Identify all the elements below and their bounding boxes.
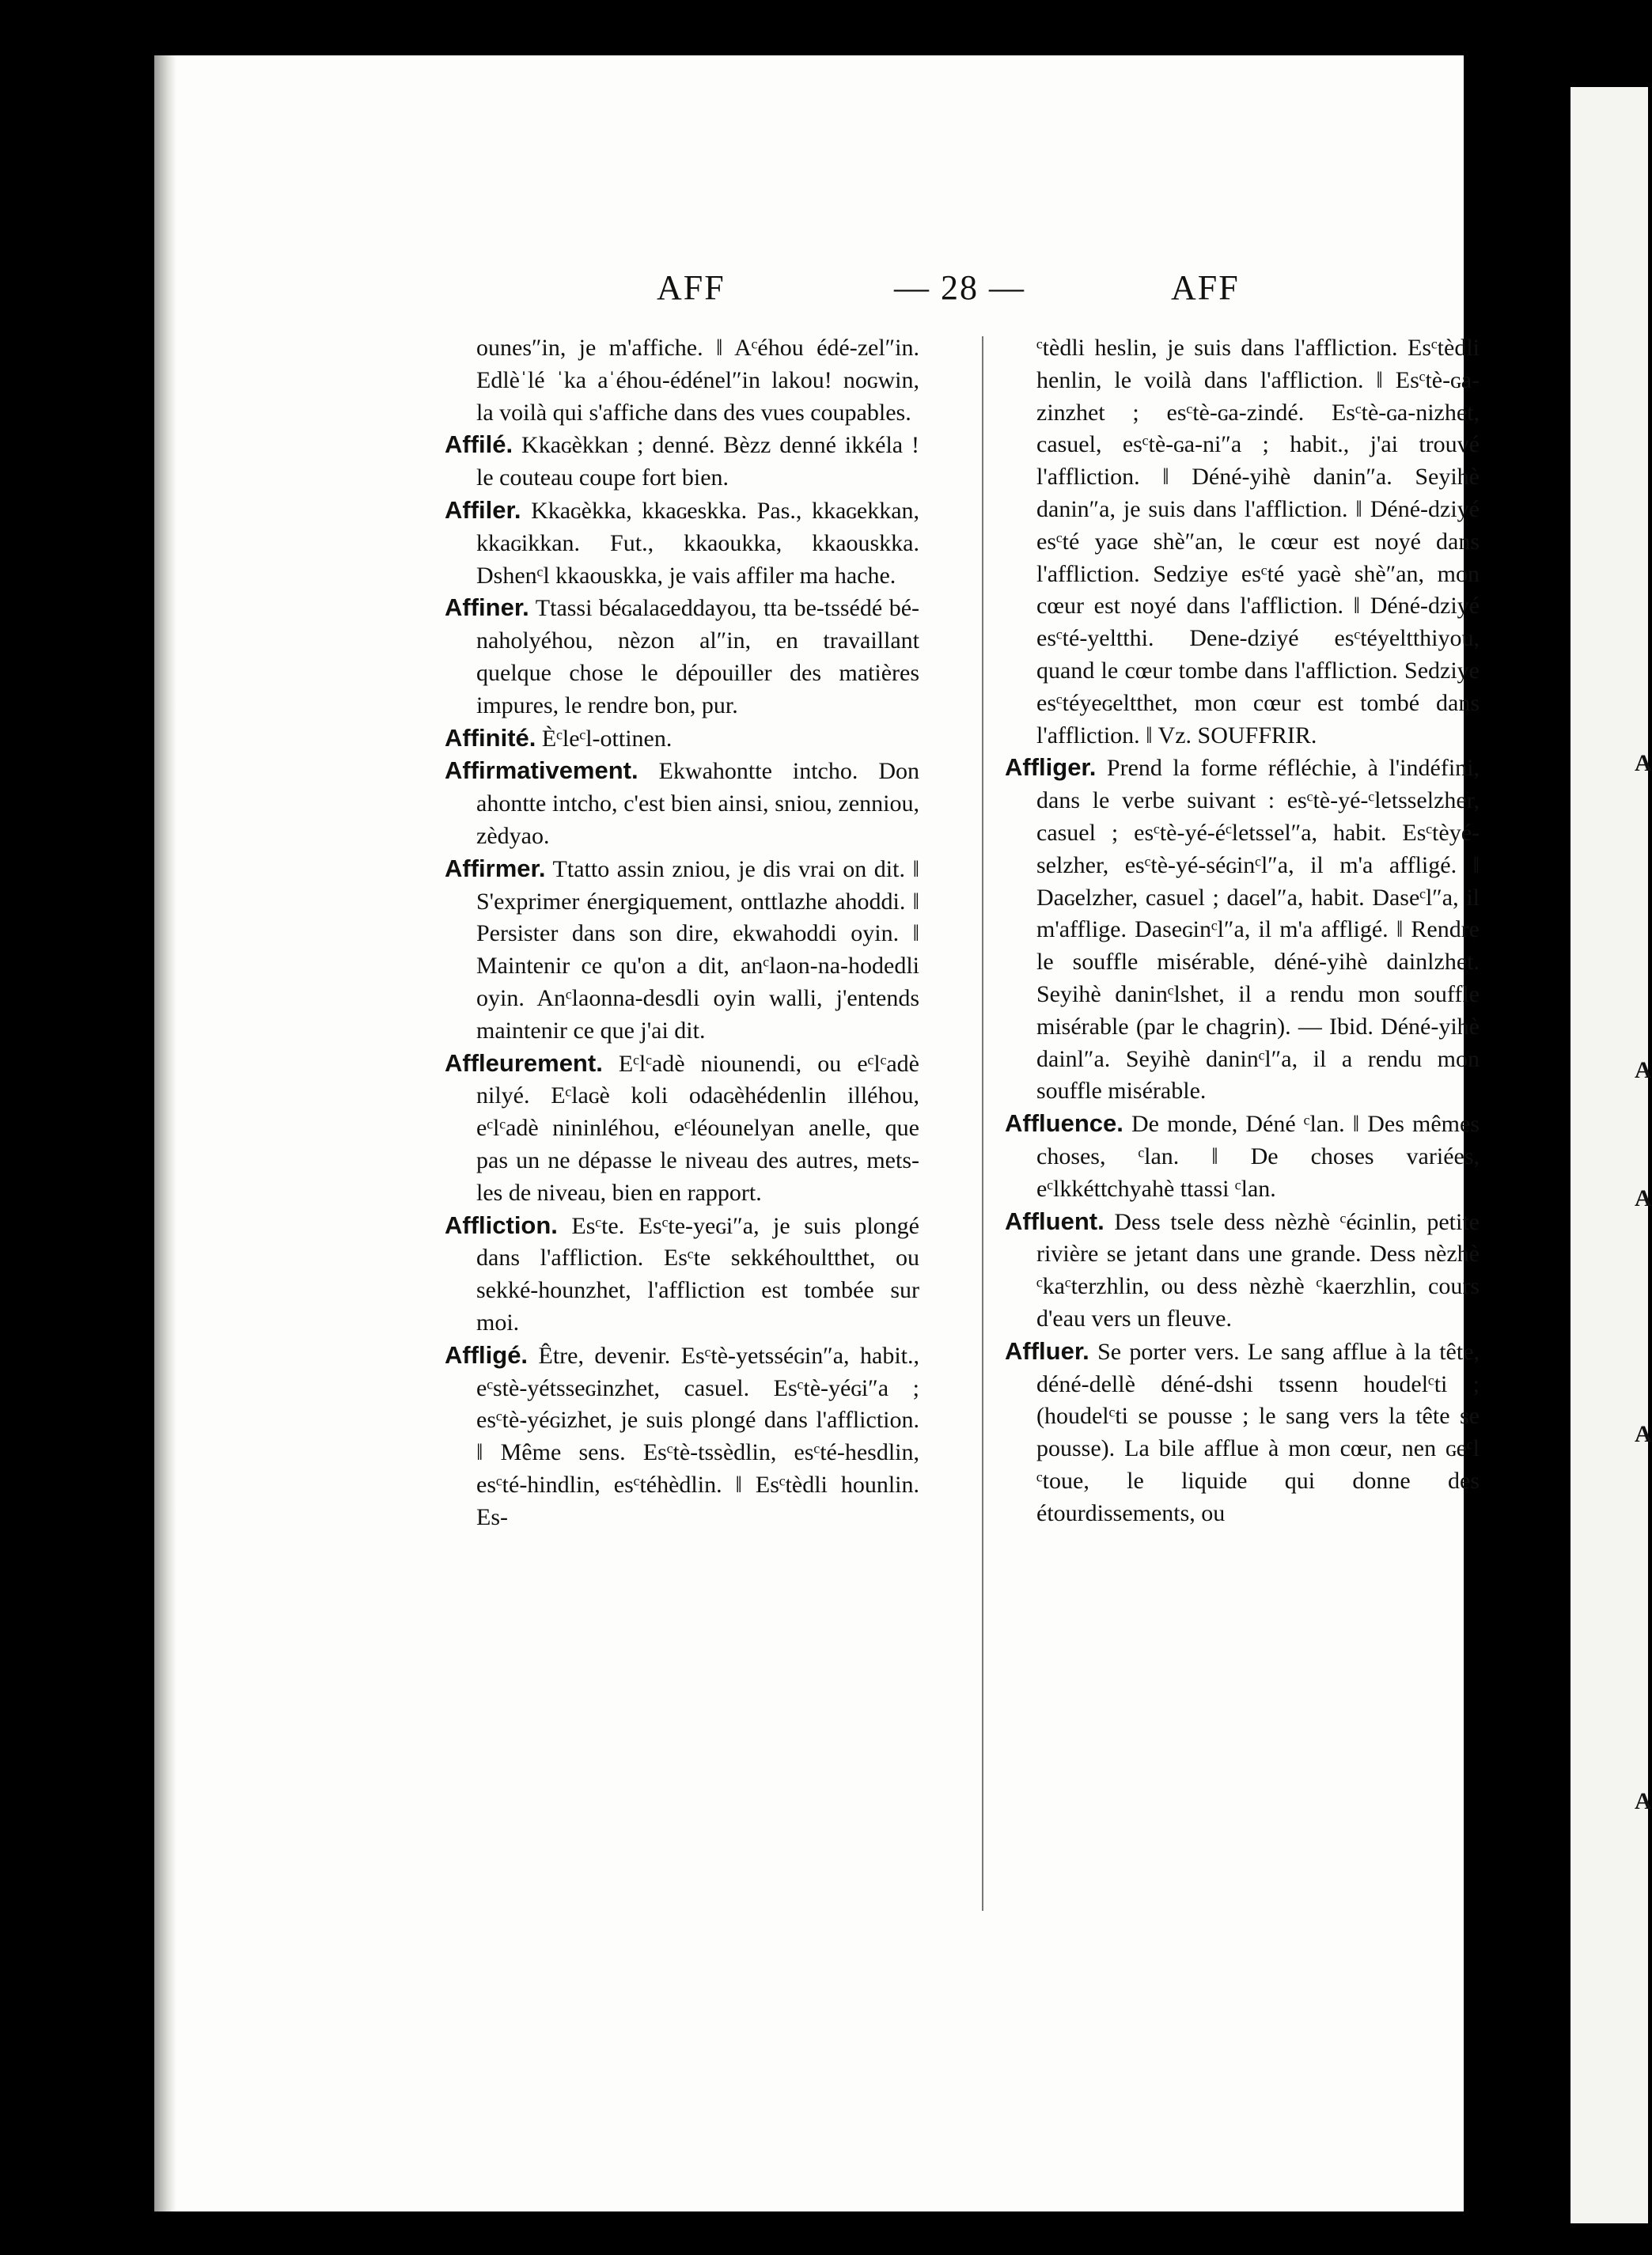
page-number: — 28 — bbox=[894, 268, 1025, 307]
entry-headword: Affinité. bbox=[445, 723, 536, 752]
entry-text: Se porter vers. Le sang afflue à la tête, déné-dellè déné-dshi tssenn houdelᶜti ; (houdelᶜti se pousse ; le sang vers la tête se pousse). La bile afflue à mon cœur, nen ɢeᶜl ᶜtoue, le liquide qui donne des étourdissements, ou bbox=[1036, 1338, 1480, 1526]
entry-headword: Affluence. bbox=[1005, 1109, 1123, 1138]
entry-headword: Affilé. bbox=[445, 430, 513, 459]
header-left-guide-word: AFF bbox=[657, 268, 726, 307]
right-column bbox=[1005, 332, 1480, 1529]
dictionary-entry bbox=[445, 755, 919, 852]
entry-headword: Affiner. bbox=[445, 593, 529, 622]
dictionary-entry bbox=[445, 1340, 919, 1534]
entry-headword: Affliction. bbox=[445, 1211, 558, 1239]
entry-headword: Affiler. bbox=[445, 495, 521, 524]
dictionary-entry bbox=[445, 1210, 919, 1340]
entry-headword: Affligé. bbox=[445, 1340, 529, 1369]
adjacent-page-mark: A bbox=[1635, 1185, 1652, 1211]
dictionary-entry bbox=[445, 495, 919, 592]
dictionary-entry bbox=[445, 722, 919, 756]
dictionary-entry bbox=[445, 853, 919, 1048]
entry-text: Prend la forme réfléchie, à l'indéfini, dans le verbe suivant : esᶜtè-yé-ᶜletsselzher, casuel ; esᶜtè-yé-éᶜletssel″a, habit. Esᶜtèyé-selzher, esᶜtè-yé-séɢinᶜl″a, il m'a affligé. ‖ Daɢelzher, casuel ; daɢel″a, habit. Daseᶜl″a, il m'afflige. Daseɢinᶜl″a, il m'a affligé. ‖ Rendre le souffle misérable, déné-yihè dainlzhet. Seyihè daninᶜlshet, il a rendu mon souffle misérable (par le chagrin). — Ibid. Déné-yihè dainl″a. Seyihè daninᶜl″a, il a rendu mon souffle misérable. bbox=[1036, 755, 1480, 1105]
entry-text: Èᶜleᶜl-ottinen. bbox=[541, 725, 673, 752]
dictionary-entry bbox=[445, 429, 919, 495]
adjacent-page-mark: A bbox=[1635, 750, 1652, 776]
entry-text: Être, devenir. Esᶜtè-yetsséɢin″a, habit., eᶜstè-yétsseɢinzhet, casuel. Esᶜtè-yéɢi″a ; esᶜtè-yéɢizhet, je suis plongé dans l'affliction. ‖ Même sens. Esᶜtè-tssèdlin, esᶜté-hesdlin, esᶜté-hindlin, esᶜtéhèdlin. ‖ Esᶜtèdli hounlin. Es- bbox=[476, 1342, 919, 1530]
entry-text: Ekwahontte intcho. Don ahontte intcho, c'est bien ainsi, sniou, zenniou, zèdyao. bbox=[476, 758, 919, 849]
entry-text: De monde, Déné ᶜlan. ‖ Des mêmes choses, ᶜlan. ‖ De choses variées, eᶜlkkéttchyahè ttassi ᶜlan. bbox=[1036, 1111, 1480, 1202]
entry-headword: Affirmer. bbox=[445, 854, 546, 882]
entry-text: Kkaɢèkkan ; denné. Bèzz denné ikkéla ! le couteau coupe fort bien. bbox=[476, 432, 919, 491]
entry-headword: Affliger. bbox=[1005, 753, 1097, 782]
entry-headword: Affluer. bbox=[1005, 1336, 1089, 1365]
entry-text: Esᶜte. Esᶜte-yeɢi″a, je suis plongé dans l'affliction. Esᶜte sekkéhoultthet, ou sekké-hounzhet, l'affliction est tombée sur moi. bbox=[476, 1212, 920, 1336]
dictionary-entry bbox=[445, 592, 919, 722]
entry-text: Kkaɢèkka, kkaɢeskka. Pas., kkaɢekkan, kkaɢikkan. Fut., kkaoukka, kkaouskka. Dshenᶜl kkaouskka, je vais affiler ma hache. bbox=[476, 497, 920, 589]
dictionary-entry bbox=[1005, 752, 1480, 1108]
dictionary-entry bbox=[445, 1048, 919, 1210]
left-column bbox=[445, 332, 919, 1533]
adjacent-page-mark: A bbox=[1635, 1057, 1652, 1083]
dictionary-entry bbox=[1005, 1108, 1480, 1205]
entry-text: Ttatto assin zniou, je dis vrai on dit. ‖ S'exprimer énergiquement, onttlazhe ahoddi. ‖ Persister dans son dire, ekwahoddi oyin. ‖ Maintenir ce qu'on a dit, anᶜlaon-na-hodedli oyin. Anᶜlaonna-desdli oyin walli, j'entends maintenir ce que j'ai dit. bbox=[476, 855, 919, 1044]
dictionary-entry bbox=[1005, 1336, 1480, 1530]
entry-headword: Affirmativement. bbox=[445, 756, 638, 785]
entry-text: Eᶜlᶜadè niounendi, ou eᶜlᶜadè nilyé. Eᶜlaɢè koli odaɢèhédenlin illéhou, eᶜlᶜadè nininléhou, eᶜléounelyan anelle, que pas un ne dépasse le niveau des autres, mets-les de niveau, bien en rapport. bbox=[476, 1050, 919, 1206]
adjacent-page-mark: A bbox=[1635, 1788, 1652, 1814]
page-binding-shadow bbox=[154, 55, 176, 2211]
dictionary-entry-continuation bbox=[1005, 332, 1480, 752]
running-header bbox=[332, 267, 1503, 315]
entry-text: Ttassi béɢalaɢeddayou, tta be-tssédé bé-naholyéhou, nèzon al″in, en travaillant quelque chose le dépouiller des matières impures, le rendre bon, pur. bbox=[476, 595, 920, 718]
header-right-guide-word: AFF bbox=[1171, 268, 1240, 307]
entry-text: Dess tsele dess nèzhè ᶜéɢinlin, petite rivière se jetant dans une grande. Dess nèzhè ᶜkaᶜterzhlin, ou dess nèzhè ᶜkaerzhlin, cours d'eau vers un fleuve. bbox=[1036, 1208, 1480, 1332]
entry-headword: Affleurement. bbox=[445, 1048, 603, 1077]
dictionary-entry bbox=[1005, 1206, 1480, 1336]
entry-text: ounes″in, je m'affiche. ‖ Aᶜéhou édé-zel″in. Edlèˈlé ˈka aˈéhou-édénel″in lakou! noɢwin, la voilà qui s'affiche dans des vues coupables. bbox=[476, 335, 919, 426]
entry-text: ᶜtèdli heslin, je suis dans l'affliction. Esᶜtèdli henlin, le voilà dans l'affliction. ‖ Esᶜtè-ɢa-zinzhet ; esᶜtè-ɢa-zindé. Esᶜtè-ɢa-nizhet, casuel, esᶜtè-ɢa-ni″a ; habit., j'ai trouvé l'affliction. ‖ Déné-yihè danin″a. Seyihè danin″a, je suis dans l'affliction. ‖ Déné-dziyé esᶜté yaɢe shè″an, le cœur est noyé dans l'affliction. Sedziye esᶜté yaɢè shè″an, mon cœur est noyé dans l'affliction. ‖ Déné-dziyé esᶜté-yeltthi. Dene-dziyé esᶜtéyeltthiyou, quand le cœur tombe dans l'affliction. Sedziye esᶜtéyeɢeltthet, mon cœur est tombé dans l'affliction. ‖ Vz. SOUFFRIR. bbox=[1036, 335, 1480, 749]
adjacent-page-mark: A bbox=[1635, 1421, 1652, 1447]
dictionary-entry-continuation bbox=[445, 332, 919, 429]
entry-headword: Affluent. bbox=[1005, 1207, 1104, 1235]
column-divider bbox=[982, 336, 983, 1911]
adjacent-page-edge bbox=[1571, 87, 1648, 2223]
